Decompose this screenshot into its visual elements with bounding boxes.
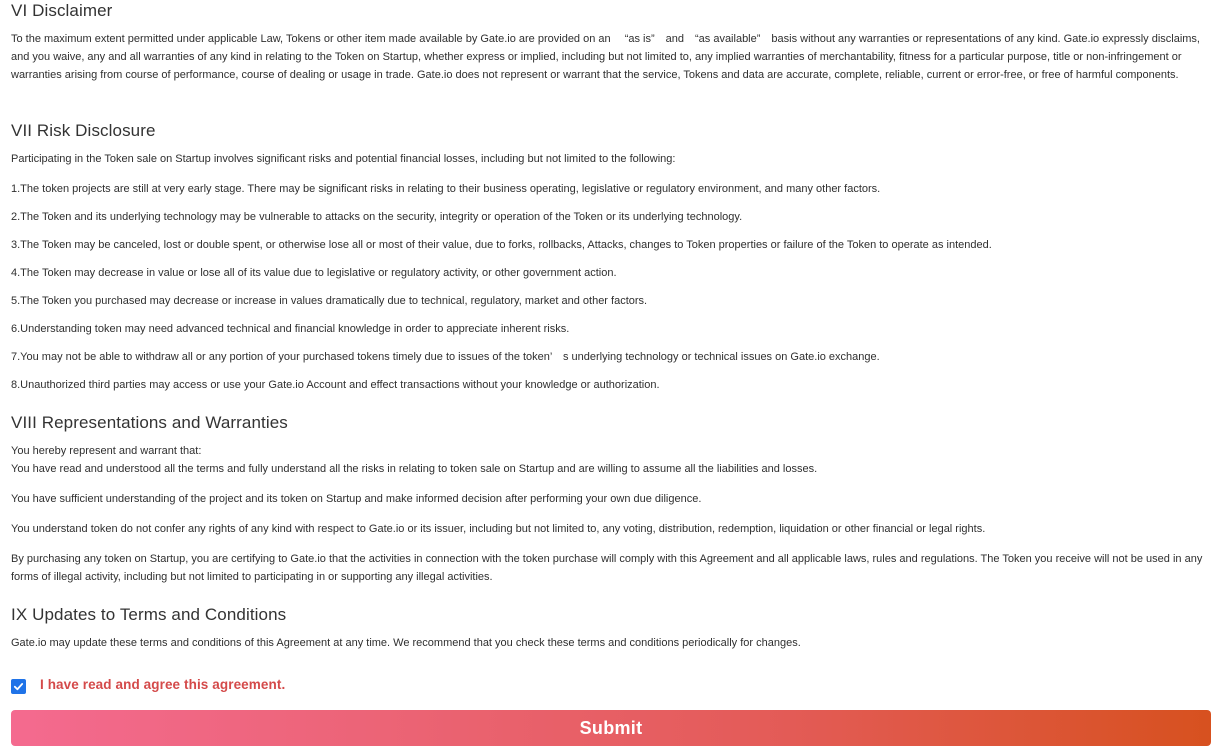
disclaimer-text: To the maximum extent permitted under applicable Law, Tokens or other item made available by Gate.io are provided on an “as is” and “as available” basis without any warranties or representations of any kind. Gate.io expressly disclaims, and you waive, any and all warranties of any kind in relating to the Token on Startup, whether express or implied, including but not limited to, any implied warranties of merchantability, fitness for a particular purpose, title or non-infringement or warranties arising from course of performance, course of dealing or usage in trade. Gate.io does not represent or warrant that the service, Tokens and data are accurate, complete, reliable, current or error-free, or free of harmful components. <box>11 33 1200 81</box>
section-heading-updates: IX Updates to Terms and Conditions <box>11 605 287 624</box>
agreement-row[interactable] <box>11 674 285 694</box>
risk-item: 3.The Token may be canceled, lost or double spent, or otherwise lose all or most of their value, due to forks, rollbacks, Attacks, changes to Token properties or failure of the Token to operate as intended. <box>11 239 992 251</box>
risk-item: 5.The Token you purchased may decrease or increase in values dramatically due to technical, regulatory, market and other factors. <box>11 295 648 307</box>
agree-label[interactable]: I have read and agree this agreement. <box>40 676 286 692</box>
risk-item: 1.The token projects are still at very early stage. There may be significant risks in relating to their business operating, legislative or regulatory environment, and many other factors. <box>11 183 881 195</box>
agree-checkbox[interactable] <box>11 679 26 694</box>
risk-item: 2.The Token and its underlying technology may be vulnerable to attacks on the security, integrity or operation of the Token or its underlying technology. <box>11 211 743 223</box>
risk-intro: Participating in the Token sale on Startup involves significant risks and potential financial losses, including but not limited to the following: <box>11 153 676 165</box>
section-heading-risk: VII Risk Disclosure <box>11 121 156 140</box>
representation-item: You understand token do not confer any rights of any kind with respect to Gate.io or its issuer, including but not limited to, any voting, distribution, redemption, liquidation or other financial or legal rights. <box>11 523 986 535</box>
risk-item: 4.The Token may decrease in value or lose all of its value due to legislative or regulatory activity, or other government action. <box>11 267 617 279</box>
representation-item: You have read and understood all the terms and fully understand all the risks in relating to token sale on Startup and are willing to assume all the liabilities and losses. <box>11 463 818 475</box>
risk-item: 6.Understanding token may need advanced technical and financial knowledge in order to appreciate inherent risks. <box>11 323 570 335</box>
representation-item: You have sufficient understanding of the project and its token on Startup and make informed decision after performing your own due diligence. <box>11 493 702 505</box>
updates-text: Gate.io may update these terms and conditions of this Agreement at any time. We recommend that you check these terms and conditions periodically for changes. <box>11 637 801 649</box>
representation-item: By purchasing any token on Startup, you are certifying to Gate.io that the activities in connection with the token purchase will comply with this Agreement and all applicable laws, rules and regulations. The Token you receive will not be used in any forms of illegal activity, including but not limited to participating in or supporting any illegal activities. <box>11 553 1203 583</box>
risk-item: 7.You may not be able to withdraw all or any portion of your purchased tokens timely due to issues of the token’ s underlying technology or technical issues on Gate.io exchange. <box>11 351 880 363</box>
section-heading-disclaimer: VI Disclaimer <box>11 1 113 20</box>
checkmark-icon <box>13 681 24 692</box>
risk-item: 8.Unauthorized third parties may access or use your Gate.io Account and effect transactions without your knowledge or authorization. <box>11 379 660 391</box>
section-heading-representations: VIII Representations and Warranties <box>11 413 288 432</box>
submit-button[interactable]: Submit <box>11 710 1211 746</box>
representations-intro: You hereby represent and warrant that: <box>11 445 202 457</box>
